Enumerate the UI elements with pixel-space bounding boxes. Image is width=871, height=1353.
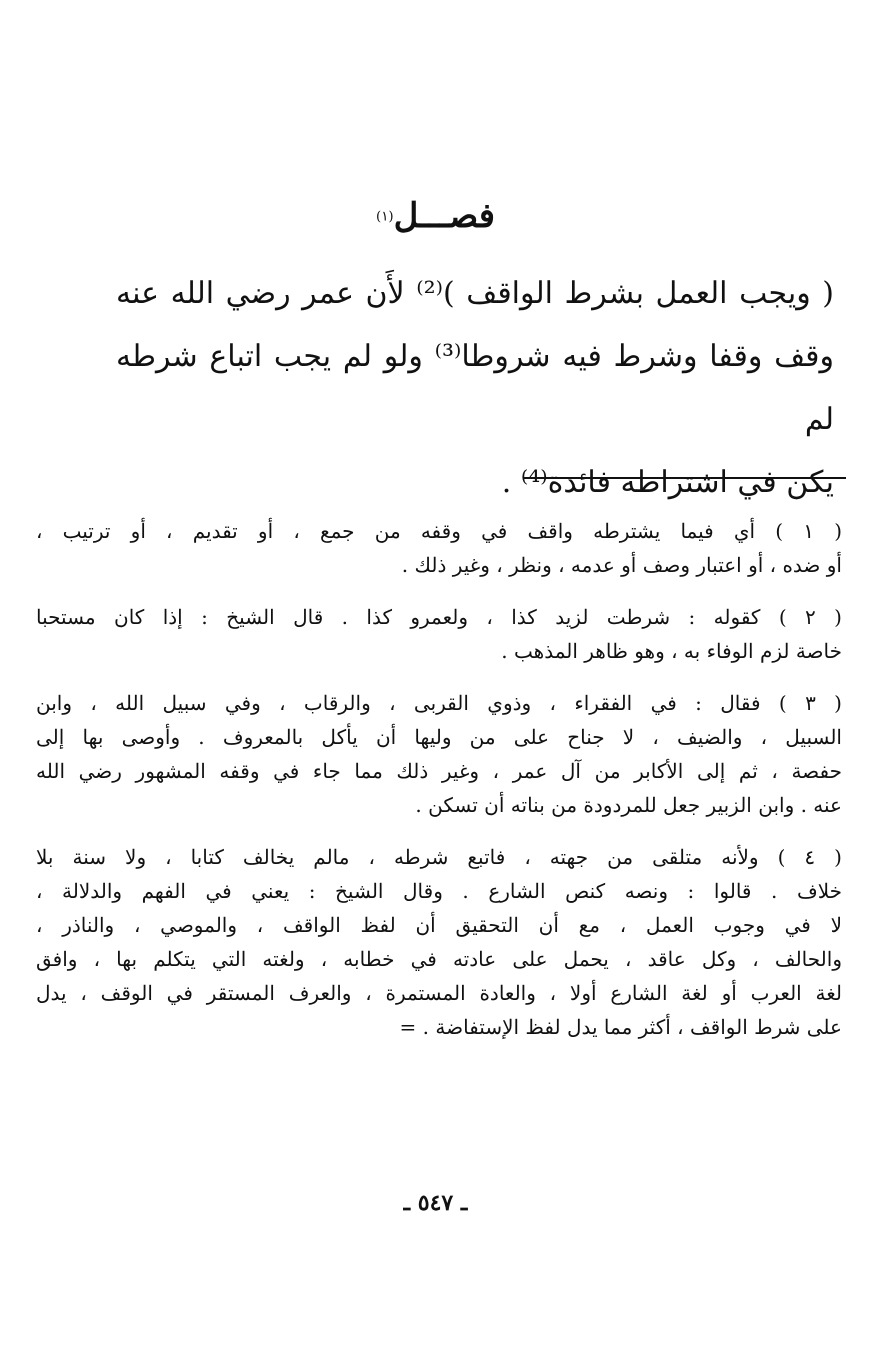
section-title-note-ref: (١) xyxy=(376,209,394,225)
footnote-line: السبيل ، والضيف ، لا جناح على من وليها أن يأكل بالمعروف . وأوصى بها إلى xyxy=(36,725,842,749)
main-text-line: يكن في اشتراطه فائدة⁽⁴⁾ . xyxy=(501,465,834,500)
footnote-line: خلاف . قالوا : ونصه كنص الشارع . وقال الشيخ : يعني في الفهم والدلالة ، xyxy=(36,879,842,903)
footnotes xyxy=(36,514,842,1062)
footnote-1 xyxy=(36,514,842,582)
footnote-line: ( ١ ) أي فيما يشترطه واقف في وقفه من جمع ، أو تقديم ، أو ترتيب ، xyxy=(36,519,842,543)
main-text-line: ( ويجب العمل بشرط الواقف )⁽²⁾ لأَن عمر رضي الله عنه xyxy=(116,276,834,311)
footnote-2 xyxy=(36,600,842,668)
footnote-line: والحالف ، وكل عاقد ، يحمل على عادته في خطابه ، ولغته التي يتكلم بها ، وافق xyxy=(36,947,842,971)
footnote-line: ( ٣ ) فقال : في الفقراء ، وذوي القربى ، والرقاب ، وفي سبيل الله ، وابن xyxy=(36,691,842,715)
footnote-line: لغة العرب أو لغة الشارع أولا ، والعادة المستمرة ، والعرف المستقر في الوقف ، يدل xyxy=(36,981,842,1005)
footnote-line: خاصة لزم الوفاء به ، وهو ظاهر المذهب . xyxy=(501,639,842,663)
page-number: ـ ٥٤٧ ـ xyxy=(403,1190,468,1216)
footnote-line: أو ضده ، أو اعتبار وصف أو عدمه ، ونظر ، وغير ذلك . xyxy=(401,553,842,577)
footnote-line: حفصة ، ثم إلى الأكابر من آل عمر ، وغير ذلك مما جاء في وقفه المشهور رضي الله xyxy=(36,759,842,783)
footnote-line: ( ٢ ) كقوله : شرطت لزيد كذا ، ولعمرو كذا . قال الشيخ : إذا كان مستحبا xyxy=(36,605,842,629)
footnote-3 xyxy=(36,686,842,822)
footnote-line: ( ٤ ) ولأنه متلقى من جهته ، فاتبع شرطه ، مالم يخالف كتابا ، ولا سنة بلا xyxy=(36,845,842,869)
footnote-divider xyxy=(524,477,846,479)
footnote-line: لا في وجوب العمل ، مع أن التحقيق أن لفظ الواقف ، والموصي ، والناذر ، xyxy=(36,913,842,937)
footnote-4 xyxy=(36,840,842,1044)
main-text-line: وقف وقفا وشرط فيه شروطا⁽³⁾ ولو لم يجب اتباع شرطه لم xyxy=(116,339,834,437)
section-heading xyxy=(0,196,871,237)
footnote-line: عنه . وابن الزبير جعل للمردودة من بناته أن تسكن . xyxy=(415,793,842,817)
section-title: فصـــل xyxy=(393,196,495,236)
footnote-line: على شرط الواقف ، أكثر مما يدل لفظ الإستفاضة . = xyxy=(399,1015,842,1039)
